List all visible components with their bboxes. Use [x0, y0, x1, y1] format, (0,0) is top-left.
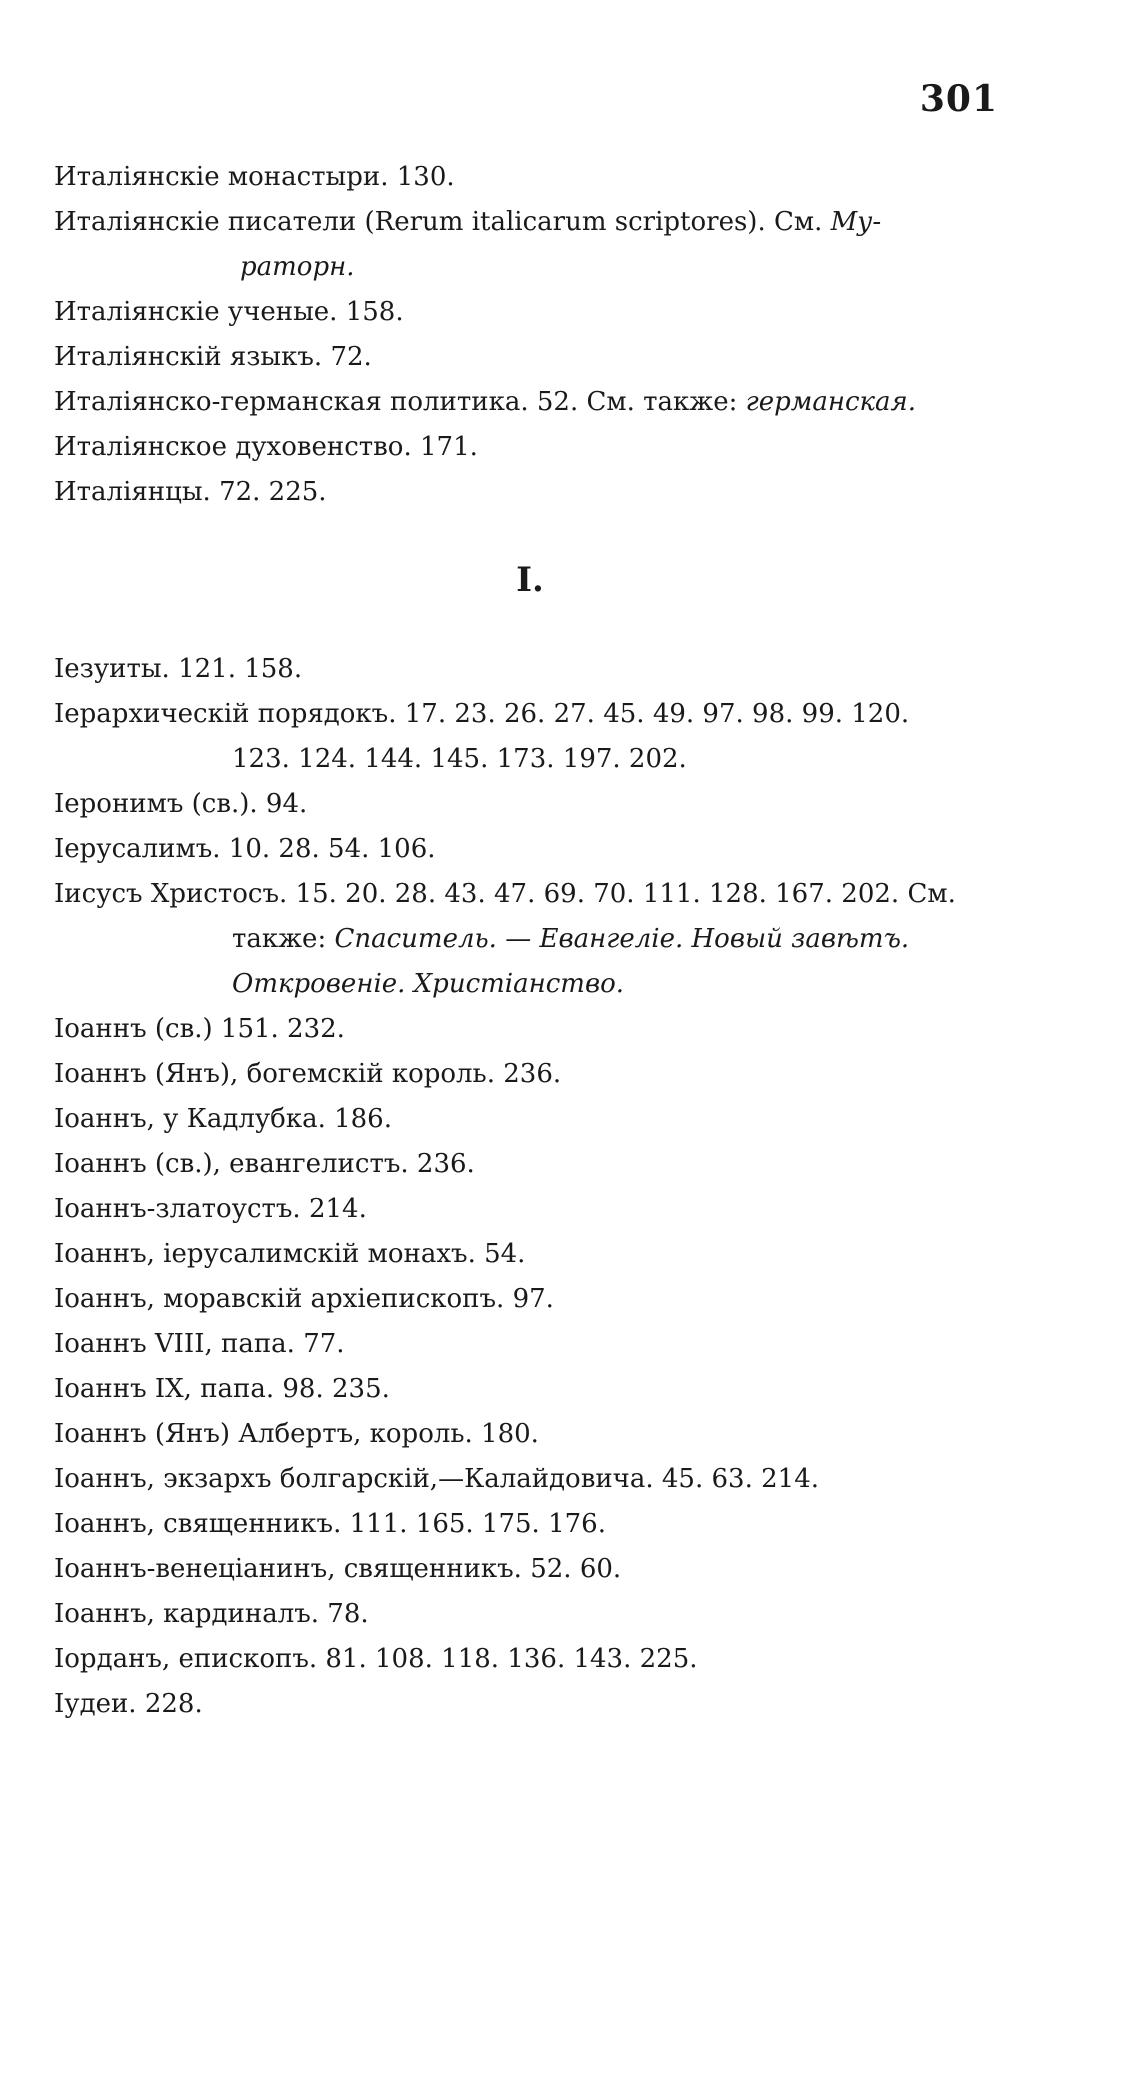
index-entry: Iоаннъ-златоустъ. 214. [54, 1194, 367, 1224]
index-entry: Италіянцы. 72. 225. [54, 477, 327, 507]
index-entry: Iоаннъ (св.) 151. 232. [54, 1014, 345, 1044]
index-entry: Iерархическій порядокъ. 17. 23. 26. 27. 45. 49. 97. 98. 99. 120. [54, 699, 910, 729]
index-entry: Iеронимъ (св.). 94. [54, 789, 308, 819]
index-entry: Италіянскіе ученые. 158. [54, 297, 404, 327]
index-entry-continuation: раторн. [240, 252, 355, 282]
index-entry: Iезуиты. 121. 158. [54, 654, 303, 684]
index-entry: Iоаннъ, моравскій архіепископъ. 97. [54, 1284, 554, 1314]
index-list-section-b [54, 647, 994, 1727]
index-entry: Италіянско-германская политика. 52. См. также: германская. [54, 387, 917, 417]
index-entry: Iоаннъ, у Кадлубка. 186. [54, 1104, 392, 1134]
index-entry: Iерусалимъ. 10. 28. 54. 106. [54, 834, 436, 864]
index-entry: Iоаннъ IX, папа. 98. 235. [54, 1374, 390, 1404]
index-entry: Италіянскіе писатели (Rerum italicarum scriptores). См. Му- [54, 207, 882, 237]
index-entry: Италіянское духовенство. 171. [54, 432, 478, 462]
index-entry: Iоаннъ (Янъ) Албертъ, король. 180. [54, 1419, 539, 1449]
section-heading: I. [516, 560, 544, 600]
index-entry-continuation: Откровеніе. Христіанство. [232, 969, 624, 999]
index-entry: Италіянскіе монастыри. 130. [54, 162, 455, 192]
index-list-section-a [54, 155, 994, 515]
index-entry: Iоаннъ VIII, папа. 77. [54, 1329, 345, 1359]
index-entry-continuation: 123. 124. 144. 145. 173. 197. 202. [232, 744, 687, 774]
index-entry: Iоаннъ (Янъ), богемскій король. 236. [54, 1059, 562, 1089]
index-entry: Iоаннъ (св.), евангелистъ. 236. [54, 1149, 475, 1179]
index-entry: Iоаннъ, священникъ. 111. 165. 175. 176. [54, 1509, 606, 1539]
index-entry: Iудеи. 228. [54, 1689, 203, 1719]
index-entry: Iоаннъ, экзархъ болгарскій,—Калайдовича. 45. 63. 214. [54, 1464, 820, 1494]
index-entry: Iорданъ, епископъ. 81. 108. 118. 136. 143. 225. [54, 1644, 698, 1674]
index-entry: Iисусъ Христосъ. 15. 20. 28. 43. 47. 69. 70. 111. 128. 167. 202. См. [54, 879, 956, 909]
index-entry: Италіянскій языкъ. 72. [54, 342, 372, 372]
index-entry: Iоаннъ, кардиналъ. 78. [54, 1599, 369, 1629]
index-entry: Iоаннъ, іерусалимскій монахъ. 54. [54, 1239, 526, 1269]
index-entry: Iоаннъ-венеціанинъ, священникъ. 52. 60. [54, 1554, 622, 1584]
page-number: 301 [919, 78, 998, 120]
index-entry-continuation: также: Спаситель. — Евангеліе. Новый завѣтъ. [232, 924, 910, 954]
